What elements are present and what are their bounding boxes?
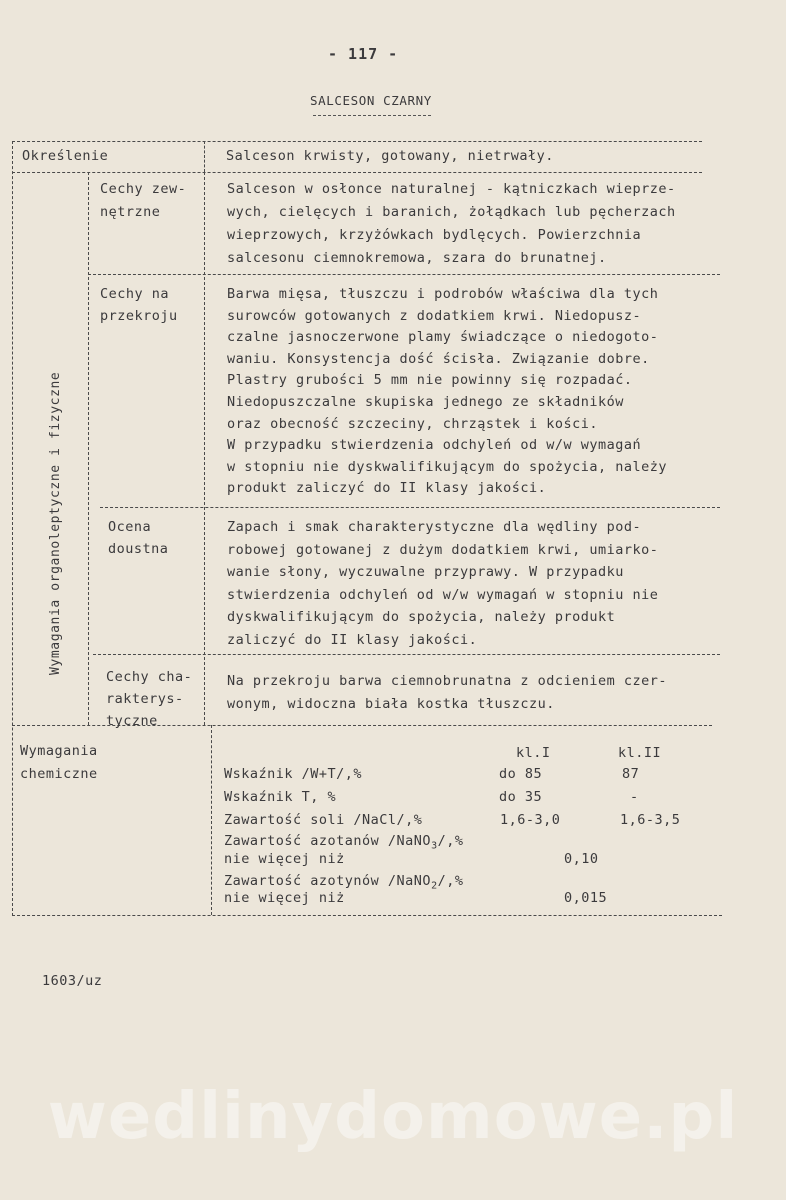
chemical-param: Zawartość soli /NaCl/,% xyxy=(224,812,423,828)
section-text-line: Niedopuszczalne skupiska jednego ze składników xyxy=(227,393,624,410)
section-text-line: stwierdzenia odchyleń od w/w wymagań w stopniu nie xyxy=(227,586,659,603)
chemical-label-line: Wymagania xyxy=(20,743,98,759)
section-text-line: zaliczyć do II klasy jakości. xyxy=(227,631,478,648)
chemical-param: Zawartość azotanów /NaNO$_3$/,% xyxy=(224,833,464,852)
watermark: wedlinydomowe.pl xyxy=(47,1080,739,1154)
section-text-line: W przypadku stwierdzenia odchyleń od w/w wymagań xyxy=(227,437,642,454)
section-text-line: wanie słony, wyczuwalne przyprawy. W przypadku xyxy=(227,564,624,581)
chemical-value: 0,10 xyxy=(564,851,599,867)
title-underline xyxy=(313,115,431,116)
section-text-line: surowców gotowanych z dodatkiem krwi. Niedopusz- xyxy=(227,307,642,324)
chemical-value-class-2: 87 xyxy=(622,766,640,782)
section-text-line: czalne jasnoczerwone plamy świadczące o niedogoto- xyxy=(227,329,659,346)
section-label-line: Cechy zew- xyxy=(100,181,187,197)
section-text-line: oraz obecność szczeciny, chrząstek i kości. xyxy=(227,415,598,432)
section-label-line: nętrzne xyxy=(100,204,161,220)
section-label-line: Cechy cha- xyxy=(106,669,193,685)
document-code: 1603/uz xyxy=(42,973,103,989)
section-text-line: w stopniu nie dyskwalifikującym do spożycia, należy xyxy=(227,458,668,475)
chemical-param: Wskaźnik T, % xyxy=(224,789,337,805)
column-header-class-1: kl.I xyxy=(516,745,551,761)
section-label-line: przekroju xyxy=(100,307,178,324)
section-label-line: Cechy na xyxy=(100,286,170,302)
section-text-line: wych, cielęcych i baranich, żołądkach lub pęcherzach xyxy=(227,204,676,220)
section-text-line: waniu. Konsystencja dość ścisła. Związanie dobre. xyxy=(227,350,650,367)
section-text-line: Plastry grubości 5 mm nie powinny się rozpadać. xyxy=(227,372,633,389)
section-text-line: Zapach i smak charakterystyczne dla wędliny pod- xyxy=(227,519,642,535)
section-text-line: Na przekroju barwa ciemnobrunatna z odcieniem czer- xyxy=(227,673,668,689)
section-text-line: Salceson w osłonce naturalnej - kątniczkach wieprze- xyxy=(227,181,676,197)
chemical-value-class-2: - xyxy=(630,789,639,805)
chemical-label-line: chemiczne xyxy=(20,766,98,782)
chemical-value-class-1: 1,6-3,0 xyxy=(500,812,561,828)
section-text-line: produkt zaliczyć do II klasy jakości. xyxy=(227,480,547,497)
chemical-value-class-1: do 35 xyxy=(499,789,543,805)
section-text-line: wieprzowych, krzyżówkach bydlęcych. Powierzchnia xyxy=(227,227,642,243)
header-value: Salceson krwisty, gotowany, nietrwały. xyxy=(226,148,554,164)
chemical-param: Zawartość azotynów /NaNO$_2$/,% xyxy=(224,873,464,892)
page-number: - 117 - xyxy=(328,45,399,63)
section-label-line: Ocena xyxy=(108,519,152,535)
organoleptic-requirements-label: Wymagania organoleptyczne i fizyczne xyxy=(48,371,63,675)
chemical-value-class-1: do 85 xyxy=(499,766,543,782)
chemical-param-note: nie więcej niż xyxy=(224,890,345,906)
section-text-line: salcesonu ciemnokremowa, szara do brunatnej. xyxy=(227,250,607,266)
section-label-line: doustna xyxy=(108,541,169,557)
section-label-line: rakterys- xyxy=(106,691,184,707)
section-text-line: wonym, widoczna biała kostka tłuszczu. xyxy=(227,696,555,712)
chemical-param-note: nie więcej niż xyxy=(224,851,345,867)
header-label: Określenie xyxy=(22,148,109,164)
chemical-value-class-2: 1,6-3,5 xyxy=(620,812,681,828)
section-text-line: dyskwalifikującym do spożycia, należy produkt xyxy=(227,609,616,626)
chemical-param: Wskaźnik /W+T/,% xyxy=(224,766,363,782)
section-text-line: Barwa mięsa, tłuszczu i podrobów właściwa dla tych xyxy=(227,286,659,302)
section-label-line: tyczne xyxy=(106,713,158,729)
section-text-line: robowej gotowanej z dużym dodatkiem krwi, umiarko- xyxy=(227,541,659,558)
document-title: SALCESON CZARNY xyxy=(310,93,432,108)
chemical-value: 0,015 xyxy=(564,890,608,906)
column-header-class-2: kl.II xyxy=(618,745,662,761)
